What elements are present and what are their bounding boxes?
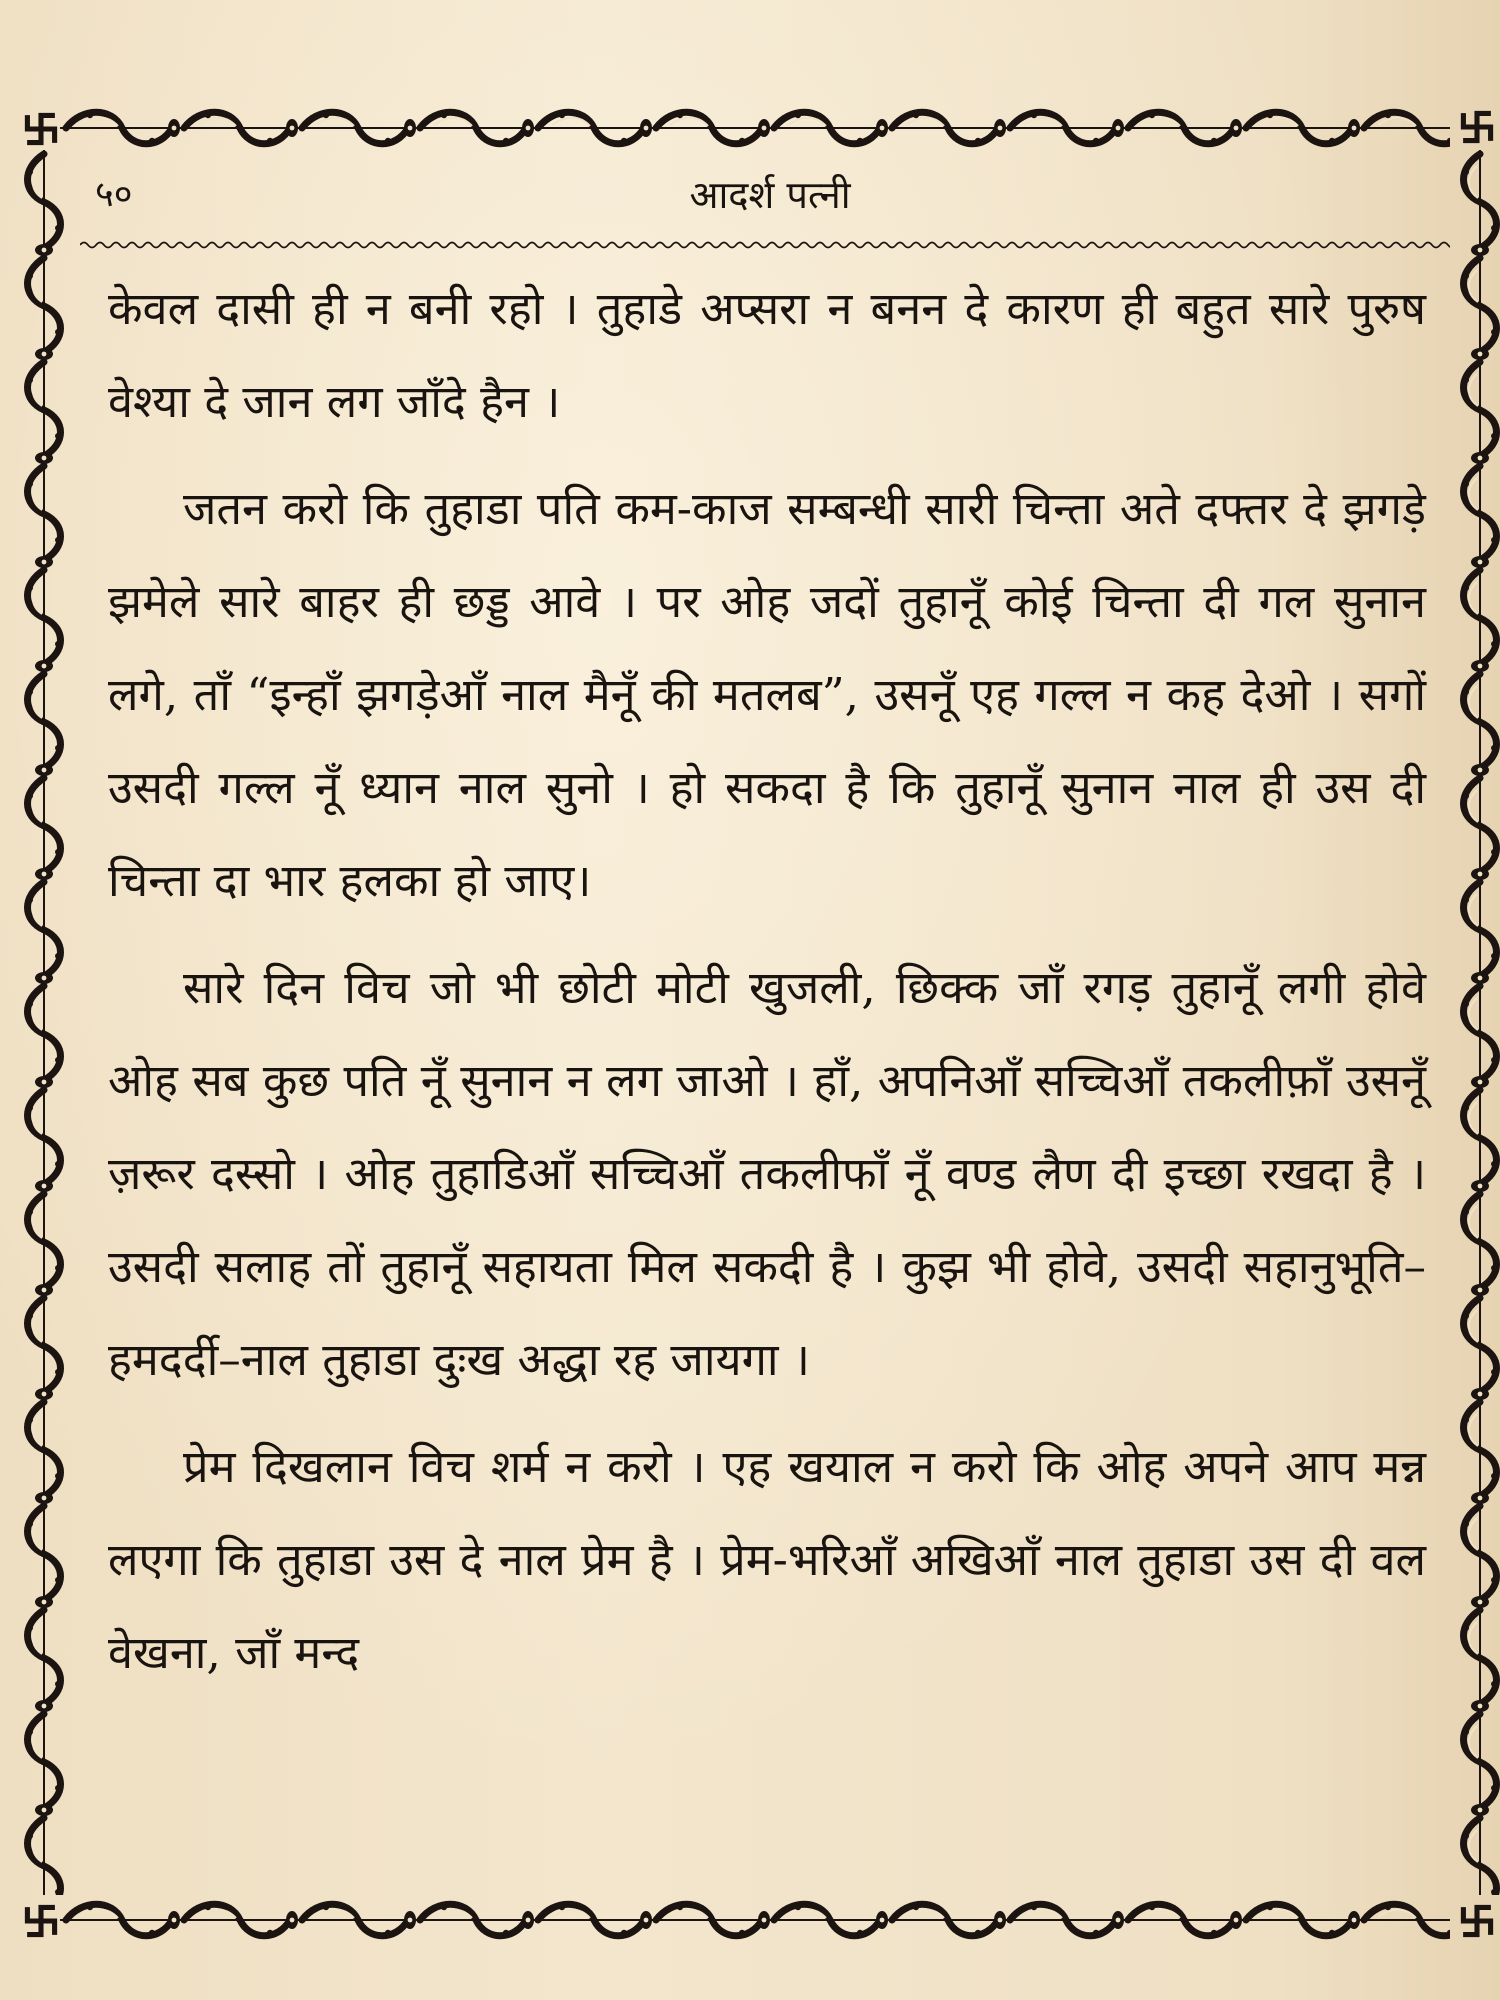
- page-header: [95, 165, 1445, 225]
- right-vine-border: [1458, 150, 1500, 1895]
- page-number: ५०: [95, 174, 133, 215]
- swastika-icon: [24, 112, 58, 146]
- paragraph: प्रेम दिखलान विच शर्म न करो । एह खयाल न करो कि ओह अपने आप मन्न लएगा कि तुहाडा उस दे नाल प्रेम है । प्रेम-भरिआँ अखिआँ नाल तुहाडा उस दी वल वेखना, जाँ मन्द: [108, 1440, 1426, 1679]
- bottom-vine-border: [60, 1895, 1450, 1945]
- header-wavy-rule: [80, 238, 1450, 252]
- body-text: [108, 262, 1426, 1699]
- swastika-icon: [1460, 110, 1494, 144]
- top-vine-border: [60, 103, 1450, 153]
- running-title: आदर्श पत्नी: [689, 173, 851, 217]
- paragraph: सारे दिन विच जो भी छोटी मोटी खुजली, छिक्क जाँ रगड़ तुहानूँ लगी होवे ओह सब कुछ पति नूँ सुनान न लग जाओ । हाँ, अपनिआँ सच्चिआँ तकलीफ़ाँ उसनूँ ज़रूर दस्सो । ओह तुहाडिआँ सच्चिआँ तकलीफाँ नूँ वण्ड लैण दी इच्छा रखदा है । उसदी सलाह तों तुहानूँ सहायता मिल सकदी है । कुझ भी होवे, उसदी सहानुभूति–हमदर्दी–नाल तुहाडा दुःख अद्धा रह जायगा ।: [108, 961, 1426, 1386]
- paragraph: केवल दासी ही न बनी रहो । तुहाडे अप्सरा न बनन दे कारण ही बहुत सारे पुरुष वेश्या दे जान लग जाँदे हैन ।: [108, 282, 1426, 428]
- swastika-icon: [24, 1904, 58, 1938]
- paragraph: जतन करो कि तुहाडा पति कम-काज सम्बन्धी सारी चिन्ता अते दफ्तर दे झगड़े झमेले सारे बाहर ही छड्ड आवे । पर ओह जदों तुहानूँ कोई चिन्ता दी गल सुनान लगे, ताँ “इन्हाँ झगड़ेआँ नाल मैनूँ की मतलब”, उसनूँ एह गल्ल न कह देओ । सगों उसदी गल्ल नूँ ध्यान नाल सुनो । हो सकदा है कि तुहानूँ सुनान नाल ही उस दी चिन्ता दा भार हलका हो जाए।: [108, 482, 1426, 907]
- swastika-icon: [1460, 1904, 1494, 1938]
- left-vine-border: [22, 150, 66, 1895]
